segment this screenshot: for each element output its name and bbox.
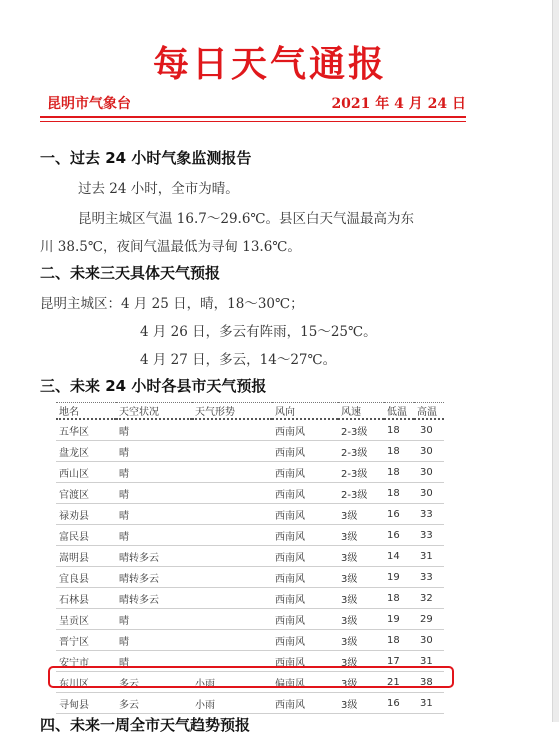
cell-wind-direction: 西南风	[272, 419, 338, 441]
cell-location: 嵩明县	[56, 546, 116, 567]
cell-wind-speed: 3级	[338, 504, 384, 525]
cell-sky: 晴	[116, 651, 192, 672]
forecast-line-1: 昆明主城区：4 月 25 日，晴，18～30℃；	[40, 296, 304, 312]
col-header-location: 地名	[56, 403, 116, 420]
cell-wind-speed: 3级	[338, 630, 384, 651]
table-row	[56, 609, 444, 630]
table-row	[56, 546, 444, 567]
cell-location: 东川区	[56, 672, 116, 693]
cell-weather	[192, 588, 272, 609]
cell-wind-speed: 3级	[338, 525, 384, 546]
cell-sky: 晴	[116, 525, 192, 546]
cell-location: 官渡区	[56, 483, 116, 504]
table-header-row	[56, 403, 444, 420]
cell-sky: 晴	[116, 419, 192, 441]
cell-low-temp: 16	[384, 693, 414, 714]
cell-high-temp: 30	[414, 483, 444, 504]
issuing-org: 昆明市气象台	[47, 96, 131, 112]
cell-wind-direction: 西南风	[272, 525, 338, 546]
cell-location: 禄劝县	[56, 504, 116, 525]
cell-wind-direction: 西南风	[272, 693, 338, 714]
cell-high-temp: 30	[414, 441, 444, 462]
section1-heading: 一、过去 24 小时气象监测报告	[40, 149, 252, 167]
cell-sky: 晴转多云	[116, 567, 192, 588]
cell-sky: 晴	[116, 630, 192, 651]
cell-wind-direction: 西南风	[272, 462, 338, 483]
cell-weather	[192, 630, 272, 651]
cell-high-temp: 33	[414, 525, 444, 546]
cell-low-temp: 17	[384, 651, 414, 672]
col-header-weather: 天气形势	[192, 403, 272, 420]
table-row	[56, 483, 444, 504]
section1-paragraph1: 过去 24 小时，全市为晴。	[78, 181, 239, 197]
section3-heading: 三、未来 24 小时各县市天气预报	[40, 377, 267, 395]
cell-high-temp: 29	[414, 609, 444, 630]
cell-sky: 晴	[116, 441, 192, 462]
cell-high-temp: 33	[414, 567, 444, 588]
cell-wind-speed: 3级	[338, 651, 384, 672]
cell-location: 呈贡区	[56, 609, 116, 630]
cell-high-temp: 30	[414, 630, 444, 651]
table-row	[56, 630, 444, 651]
cell-wind-speed: 3级	[338, 672, 384, 693]
section2-heading: 二、未来三天具体天气预报	[40, 264, 221, 282]
cell-high-temp: 31	[414, 546, 444, 567]
cell-location: 富民县	[56, 525, 116, 546]
cell-sky: 晴	[116, 462, 192, 483]
forecast-line-3: 4 月 27 日，多云，14～27℃。	[140, 352, 337, 368]
cell-weather	[192, 567, 272, 588]
table-row	[56, 567, 444, 588]
col-header-sky: 天空状况	[116, 403, 192, 420]
cell-weather	[192, 525, 272, 546]
table-row	[56, 441, 444, 462]
col-header-low-temp: 低温	[384, 403, 414, 420]
cell-weather	[192, 546, 272, 567]
report-date: 2021 年 4 月 24 日	[331, 96, 466, 112]
section4-heading: 四、未来一周全市天气趋势预报	[40, 716, 251, 734]
cell-low-temp: 18	[384, 462, 414, 483]
cell-low-temp: 19	[384, 567, 414, 588]
cell-sky: 多云	[116, 672, 192, 693]
cell-location: 盘龙区	[56, 441, 116, 462]
cell-weather	[192, 609, 272, 630]
cell-wind-speed: 2-3级	[338, 462, 384, 483]
col-header-high-temp: 高温	[414, 403, 444, 420]
cell-high-temp: 32	[414, 588, 444, 609]
cell-wind-speed: 3级	[338, 609, 384, 630]
cell-wind-direction: 西南风	[272, 609, 338, 630]
cell-low-temp: 18	[384, 441, 414, 462]
cell-weather	[192, 462, 272, 483]
cell-sky: 晴	[116, 504, 192, 525]
cell-high-temp: 33	[414, 504, 444, 525]
cell-sky: 晴转多云	[116, 546, 192, 567]
table-row	[56, 693, 444, 714]
col-header-wind-speed: 风速	[338, 403, 384, 420]
cell-wind-direction: 西南风	[272, 546, 338, 567]
table-row	[56, 419, 444, 441]
forecast-line-2: 4 月 26 日，多云有阵雨，15～25℃。	[140, 324, 377, 340]
table-row	[56, 588, 444, 609]
table-row	[56, 462, 444, 483]
cell-sky: 晴	[116, 483, 192, 504]
cell-weather	[192, 504, 272, 525]
cell-weather	[192, 419, 272, 441]
header-rule-thin	[40, 121, 466, 122]
cell-location: 宜良县	[56, 567, 116, 588]
cell-location: 西山区	[56, 462, 116, 483]
cell-high-temp: 30	[414, 462, 444, 483]
cell-location: 五华区	[56, 419, 116, 441]
cell-wind-direction: 偏南风	[272, 672, 338, 693]
cell-location: 晋宁区	[56, 630, 116, 651]
cell-sky: 多云	[116, 693, 192, 714]
cell-low-temp: 19	[384, 609, 414, 630]
report-title: 每日天气通报	[152, 44, 387, 85]
cell-low-temp: 16	[384, 504, 414, 525]
cell-low-temp: 16	[384, 525, 414, 546]
cell-wind-direction: 西南风	[272, 504, 338, 525]
cell-wind-direction: 西南风	[272, 483, 338, 504]
highlight-box-dongchuan	[48, 666, 454, 688]
cell-low-temp: 18	[384, 588, 414, 609]
cell-sky: 晴转多云	[116, 588, 192, 609]
cell-low-temp: 18	[384, 483, 414, 504]
col-header-wind-direction: 风向	[272, 403, 338, 420]
cell-wind-speed: 3级	[338, 546, 384, 567]
cell-wind-direction: 西南风	[272, 441, 338, 462]
cell-wind-direction: 西南风	[272, 567, 338, 588]
cell-high-temp: 31	[414, 651, 444, 672]
cell-high-temp: 38	[414, 672, 444, 693]
table-row	[56, 504, 444, 525]
cell-high-temp: 31	[414, 693, 444, 714]
cell-sky: 晴	[116, 609, 192, 630]
cell-wind-direction: 西南风	[272, 651, 338, 672]
cell-location: 寻甸县	[56, 693, 116, 714]
cell-low-temp: 18	[384, 630, 414, 651]
cell-location: 安宁市	[56, 651, 116, 672]
cell-high-temp: 30	[414, 419, 444, 441]
cell-low-temp: 14	[384, 546, 414, 567]
cell-wind-speed: 2-3级	[338, 419, 384, 441]
cell-weather	[192, 483, 272, 504]
header-rule-thick	[40, 116, 466, 118]
cell-weather: 小雨	[192, 693, 272, 714]
cell-weather	[192, 441, 272, 462]
cell-low-temp: 21	[384, 672, 414, 693]
cell-wind-speed: 2-3级	[338, 441, 384, 462]
cell-weather: 小雨	[192, 672, 272, 693]
table-row	[56, 525, 444, 546]
cell-wind-speed: 2-3级	[338, 483, 384, 504]
section1-paragraph2-line2: 川 38.5℃，夜间气温最低为寻甸 13.6℃。	[40, 239, 301, 255]
cell-wind-speed: 3级	[338, 693, 384, 714]
cell-wind-direction: 西南风	[272, 630, 338, 651]
page-edge	[552, 0, 559, 722]
cell-wind-speed: 3级	[338, 567, 384, 588]
cell-wind-direction: 西南风	[272, 588, 338, 609]
cell-wind-speed: 3级	[338, 588, 384, 609]
cell-low-temp: 18	[384, 419, 414, 441]
cell-location: 石林县	[56, 588, 116, 609]
section1-paragraph2-line1: 昆明主城区气温 16.7～29.6℃。县区白天气温最高为东	[78, 211, 415, 227]
